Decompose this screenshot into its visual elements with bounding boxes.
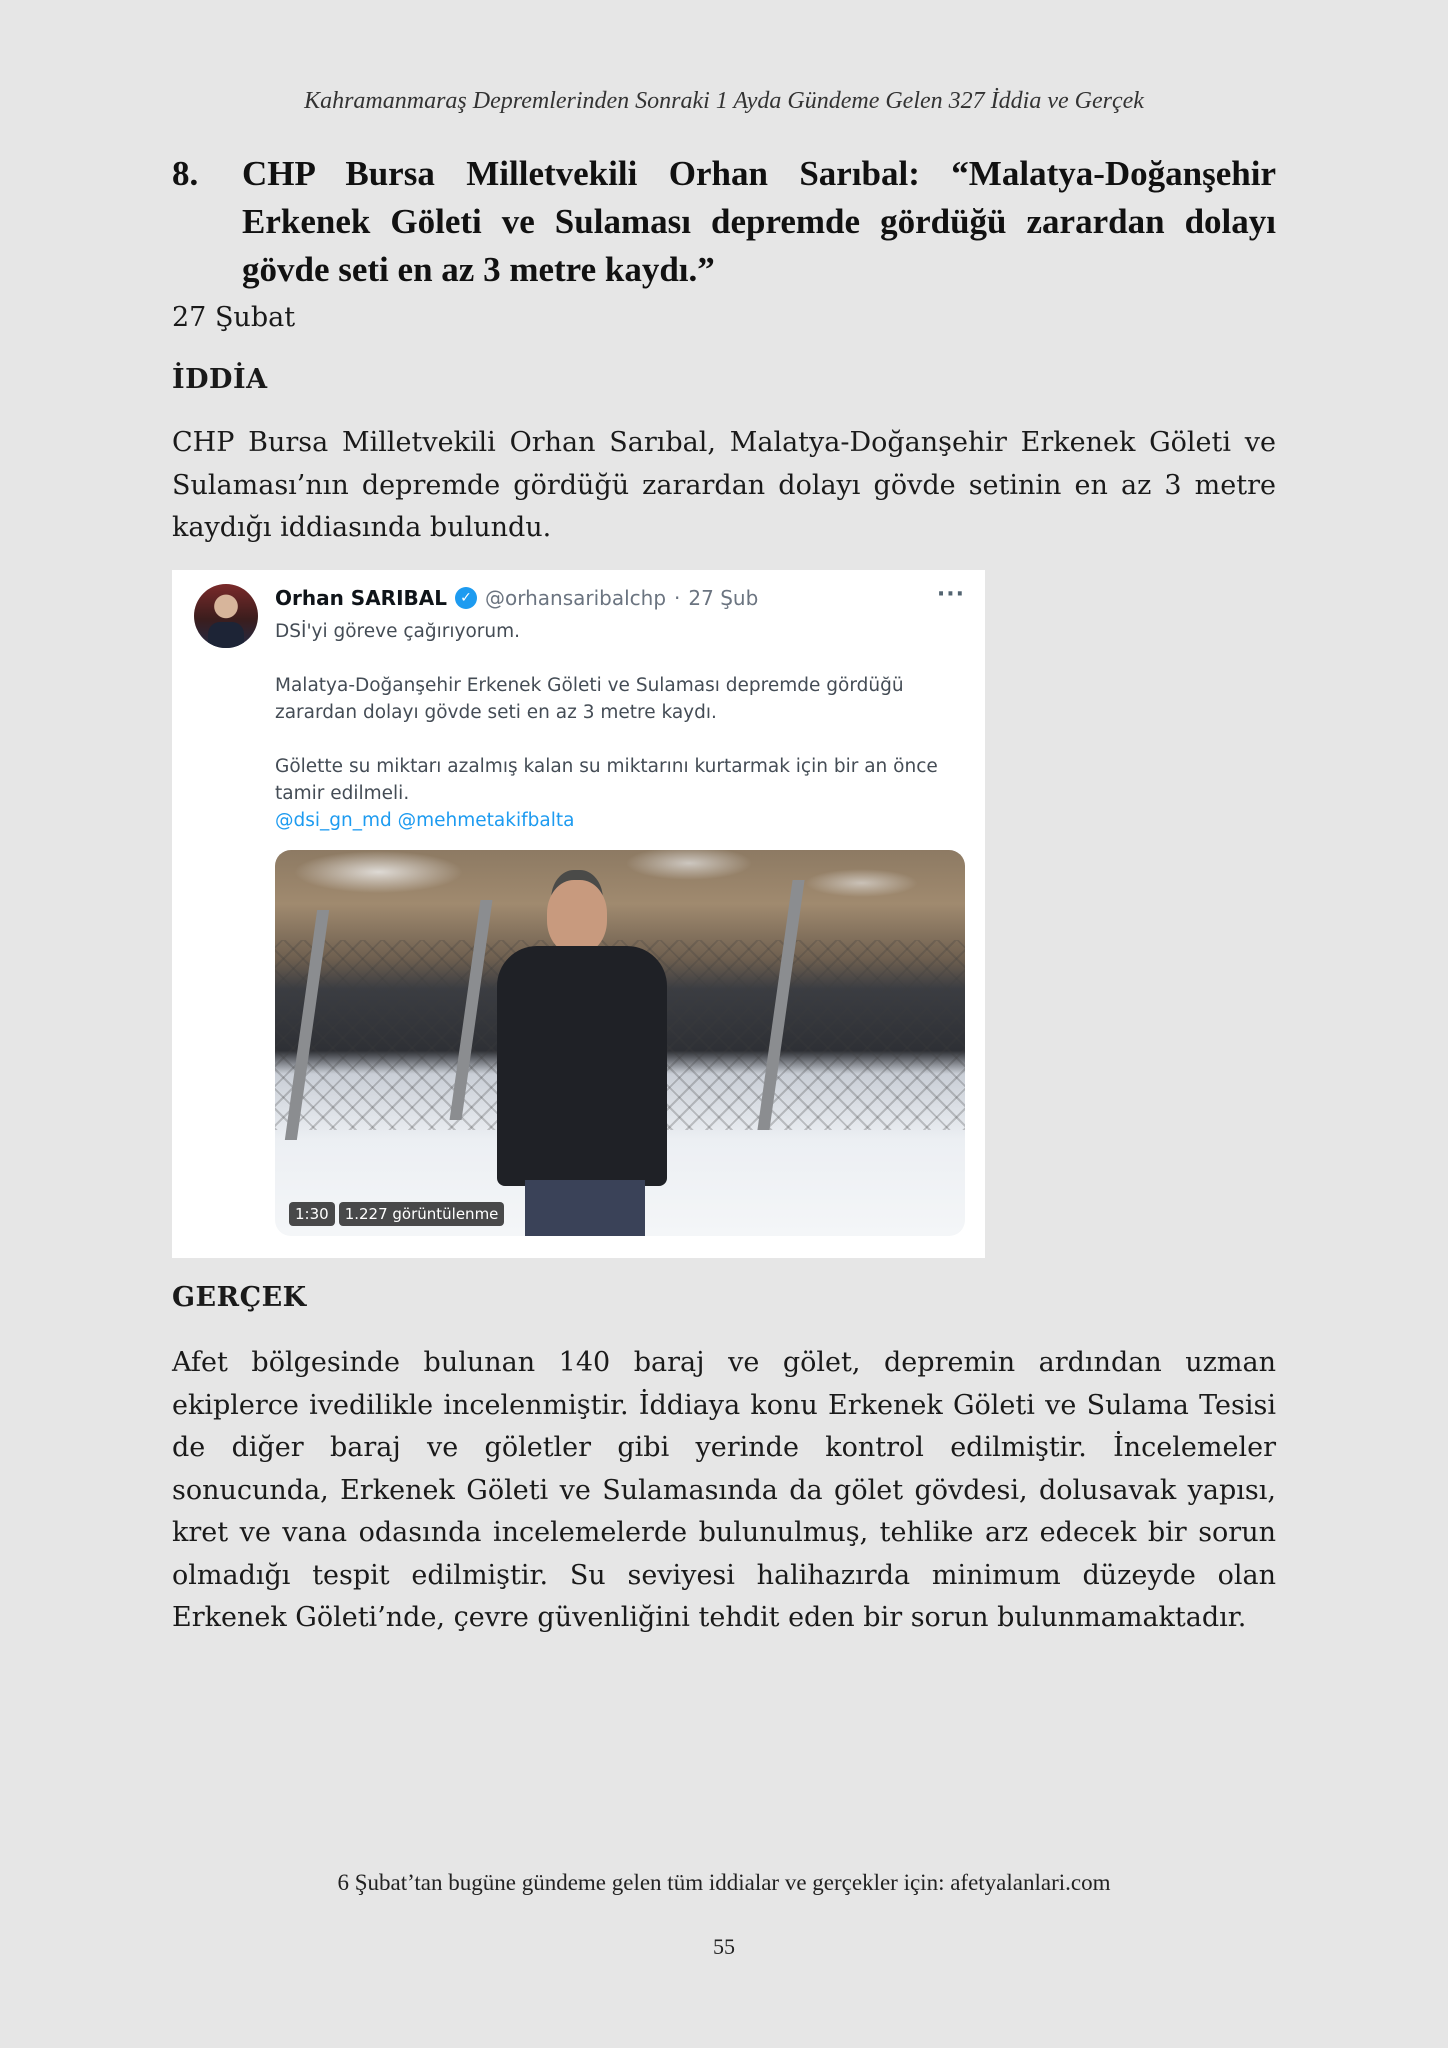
item-number: 8. bbox=[172, 154, 199, 193]
tweet-line-2: Malatya-Doğanşehir Erkenek Göleti ve Sulaması depremde gördüğü zarardan dolayı gövde seti en az 3 metre kaydı. bbox=[275, 675, 904, 723]
tweet-body bbox=[275, 618, 965, 834]
fact-label: GERÇEK bbox=[172, 1282, 307, 1313]
tweet-video[interactable] bbox=[275, 850, 965, 1236]
tweet-separator: · bbox=[674, 586, 681, 610]
fact-text: Afet bölgesinde bulunan 140 baraj ve gölet, depremin ardından uzman ekiplerce ivedilikle incelenmiştir. İddiaya konu Erkenek Göleti ve Sulama Tesisi de diğer baraj ve göletler gibi yerinde kontrol edilmiştir. İncelemeler sonucunda, Erkenek Göleti ve Sulamasında da gölet gövdesi, dolusavak yapısı, kret ve vana odasında incelemelerde bulunulmuş, tehlike arz edecek bir sorun olmadığı tespit edilmiştir. Su seviyesi halihazırda minimum düzeyde olan Erkenek Göleti’nde, çevre güvenliğini tehdit eden bir sorun bulunmamaktadır. bbox=[172, 1347, 1276, 1633]
person-figure bbox=[547, 880, 607, 954]
claim-label: İDDİA bbox=[172, 364, 268, 395]
claim-text: CHP Bursa Milletvekili Orhan Sarıbal, Malatya-Doğanşehir Erkenek Göleti ve Sulaması’nın depremde gördüğü zarardan dolayı gövde setinin en az 3 metre kaydığı iddiasında bulundu. bbox=[172, 427, 1276, 543]
footer-note: 6 Şubat’tan bugüne gündeme gelen tüm iddialar ve gerçekler için: afetyalanlari.com bbox=[337, 1870, 1111, 1895]
page-number: 55 bbox=[713, 1934, 735, 1959]
video-badges bbox=[289, 1202, 504, 1226]
tweet-author-handle[interactable]: @orhansaribalchp bbox=[485, 586, 667, 610]
tweet-header bbox=[275, 586, 758, 610]
verified-badge-icon: ✓ bbox=[455, 587, 477, 609]
tweet-date[interactable]: 27 Şub bbox=[688, 586, 759, 610]
item-date: 27 Şubat bbox=[172, 302, 296, 333]
video-duration: 1:30 bbox=[289, 1202, 335, 1226]
video-views: 1.227 görüntülenme bbox=[339, 1202, 505, 1226]
more-options-icon[interactable]: ··· bbox=[936, 582, 965, 607]
avatar[interactable] bbox=[194, 584, 258, 648]
tweet-mentions[interactable]: @dsi_gn_md @mehmetakifbalta bbox=[275, 810, 575, 831]
item-heading bbox=[172, 150, 1276, 294]
item-title: CHP Bursa Milletvekili Orhan Sarıbal: “Malatya-Doğanşehir Erkenek Göleti ve Sulaması depremde gördüğü zarardan dolayı gövde seti en az 3 metre kaydı.” bbox=[242, 154, 1276, 289]
running-header: Kahramanmaraş Depremlerinden Sonraki 1 Ayda Gündeme Gelen 327 İddia ve Gerçek bbox=[304, 88, 1144, 114]
tweet-line-3: Gölette su miktarı azalmış kalan su miktarını kurtarmak için bir an önce tamir edilmeli. bbox=[275, 756, 938, 804]
tweet-line-1: DSİ'yi göreve çağırıyorum. bbox=[275, 621, 520, 642]
tweet-author-name[interactable]: Orhan SARIBAL bbox=[275, 586, 447, 610]
tweet-screenshot bbox=[172, 570, 985, 1258]
